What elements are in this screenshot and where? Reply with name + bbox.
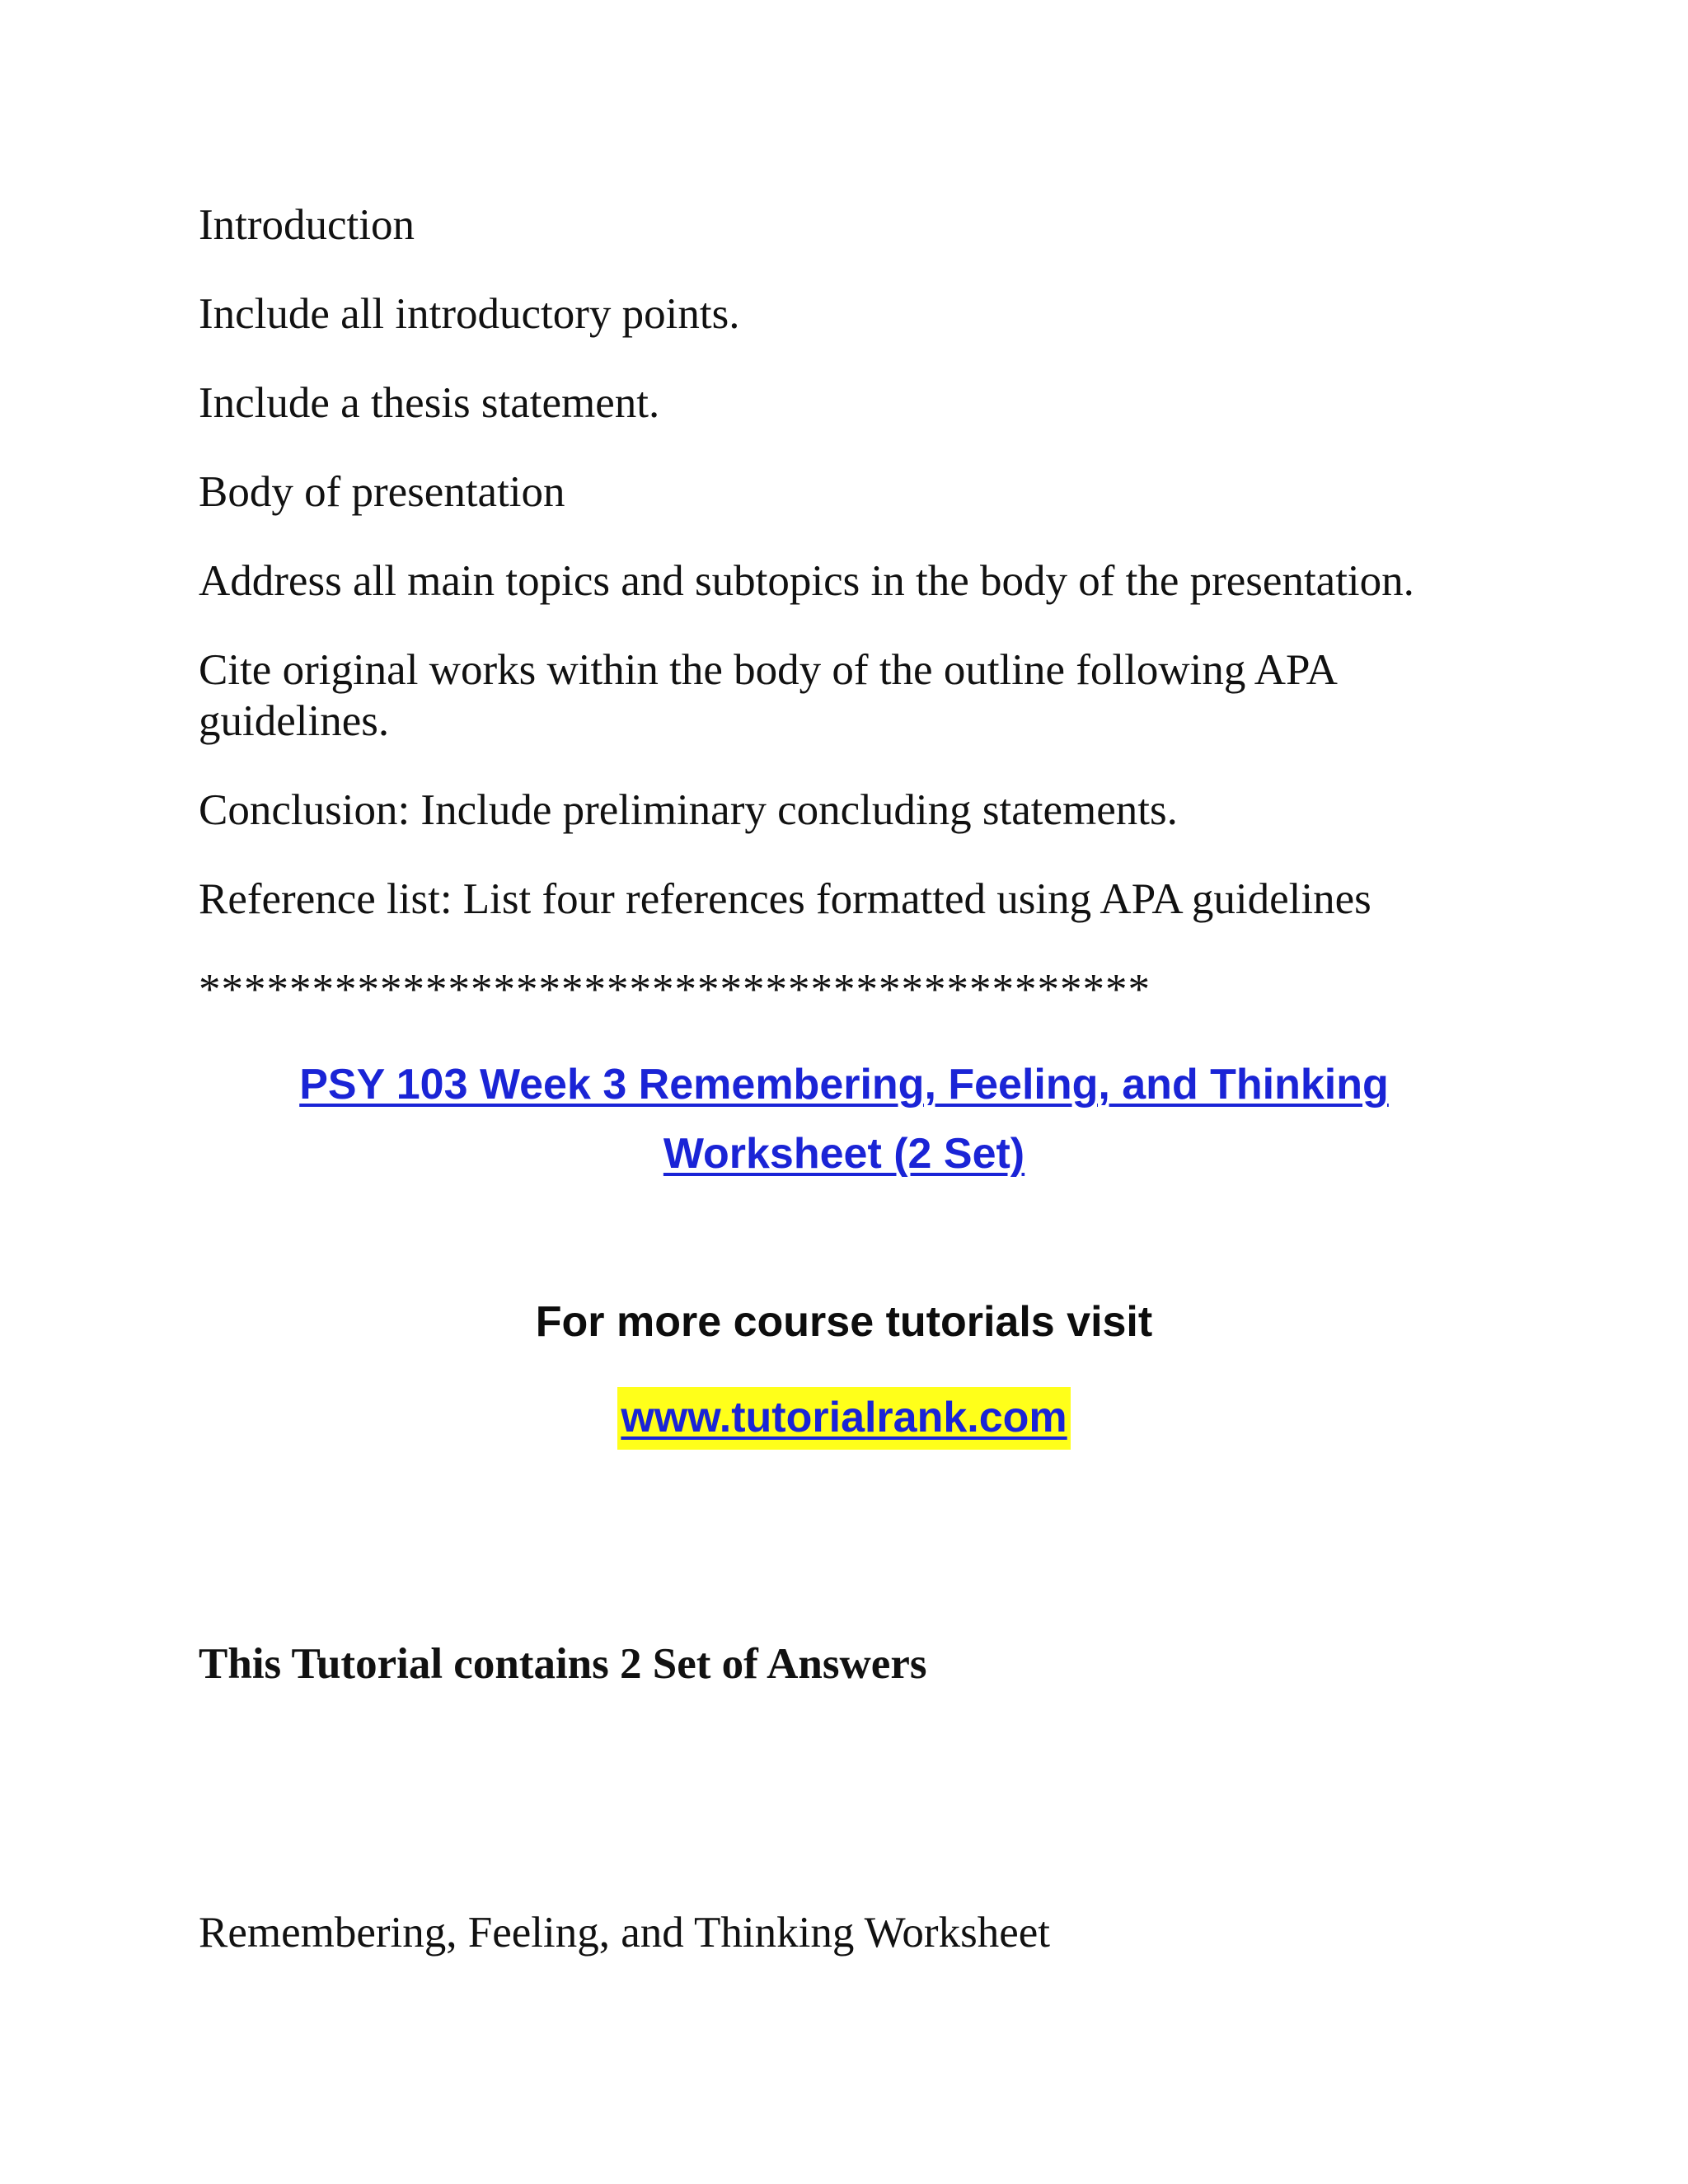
course-title-link-line1[interactable]: PSY 103 Week 3 Remembering, Feeling, and Thinking (299, 1061, 1389, 1108)
outline-thesis-statement: Include a thesis statement. (199, 379, 660, 427)
outline-conclusion: Conclusion: Include preliminary concluding statements. (199, 786, 1178, 834)
visit-text: For more course tutorials visit (535, 1298, 1153, 1346)
tutorialrank-link[interactable]: www.tutorialrank.com (617, 1387, 1070, 1450)
outline-main-topics: Address all main topics and subtopics in the body of the presentation. (199, 557, 1414, 605)
course-title-link-line2[interactable]: Worksheet (2 Set) (663, 1130, 1025, 1178)
worksheet-heading: Remembering, Feeling, and Thinking Worksheet (199, 1909, 1050, 1957)
tutorial-note: This Tutorial contains 2 Set of Answers (199, 1640, 927, 1688)
outline-introductory-points: Include all introductory points. (199, 290, 740, 338)
outline-cite-works: Cite original works within the body of the outline following APA guidelines. (199, 646, 1335, 745)
title-block (0, 1050, 1688, 1188)
visit-block (0, 1296, 1688, 1347)
outline-body-heading: Body of presentation (199, 468, 565, 516)
separator-asterisks: ****************************************** (199, 966, 1151, 1014)
outline-reference-list: Reference list: List four references formatted using APA guidelines (199, 875, 1372, 923)
site-link-block (0, 1387, 1688, 1450)
outline-introduction: Introduction (199, 201, 415, 249)
